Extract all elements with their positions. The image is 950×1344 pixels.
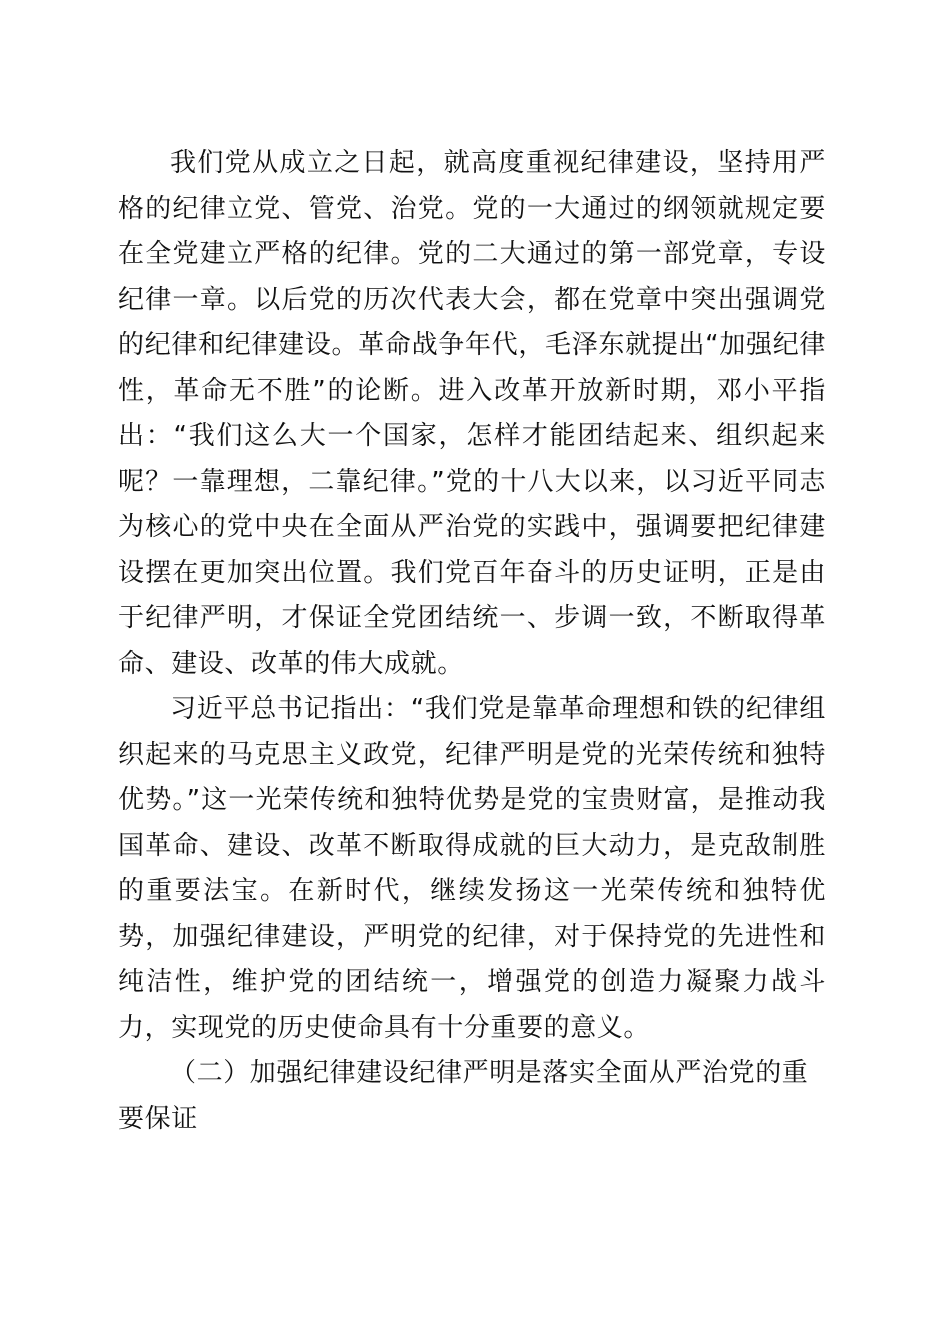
body-paragraph-2: 习近平总书记指出：“我们党是靠革命理想和铁的纪律组织起来的马克思主义政党，纪律严明是党的光荣传统和独特优势。”这一光荣传统和独特优势是党的宝贵财富，是推动我国革命、建设、改革不断取得成就的巨大动力，是克敌制胜的重要法宝。在新时代，继续发扬这一光荣传统和独特优势，加强纪律建设，严明党的纪律，对于保持党的先进性和纯洁性，维护党的团结统一，增强党的创造力凝聚力战斗力，实现党的历史使命具有十分重要的意义。: [118, 694, 826, 1043]
section-heading: （二）加强纪律建设纪律严明是落实全面从严治党的重要保证: [118, 1058, 809, 1134]
document-body: [118, 141, 826, 1142]
body-paragraph-1: 我们党从成立之日起，就高度重视纪律建设，坚持用严格的纪律立党、管党、治党。党的一大通过的纲领就规定要在全党建立严格的纪律。党的二大通过的第一部党章，专设纪律一章。以后党的历次代表大会，都在党章中突出强调党的纪律和纪律建设。革命战争年代，毛泽东就提出“加强纪律性，革命无不胜”的论断。进入改革开放新时期，邓小平指出：“我们这么大一个国家，怎样才能团结起来、组织起来呢？一靠理想，二靠纪律。”党的十八大以来，以习近平同志为核心的党中央在全面从严治党的实践中，强调要把纪律建设摆在更加突出位置。我们党百年奋斗的历史证明，正是由于纪律严明，才保证全党团结统一、步调一致，不断取得革命、建设、改革的伟大成就。: [118, 148, 826, 679]
